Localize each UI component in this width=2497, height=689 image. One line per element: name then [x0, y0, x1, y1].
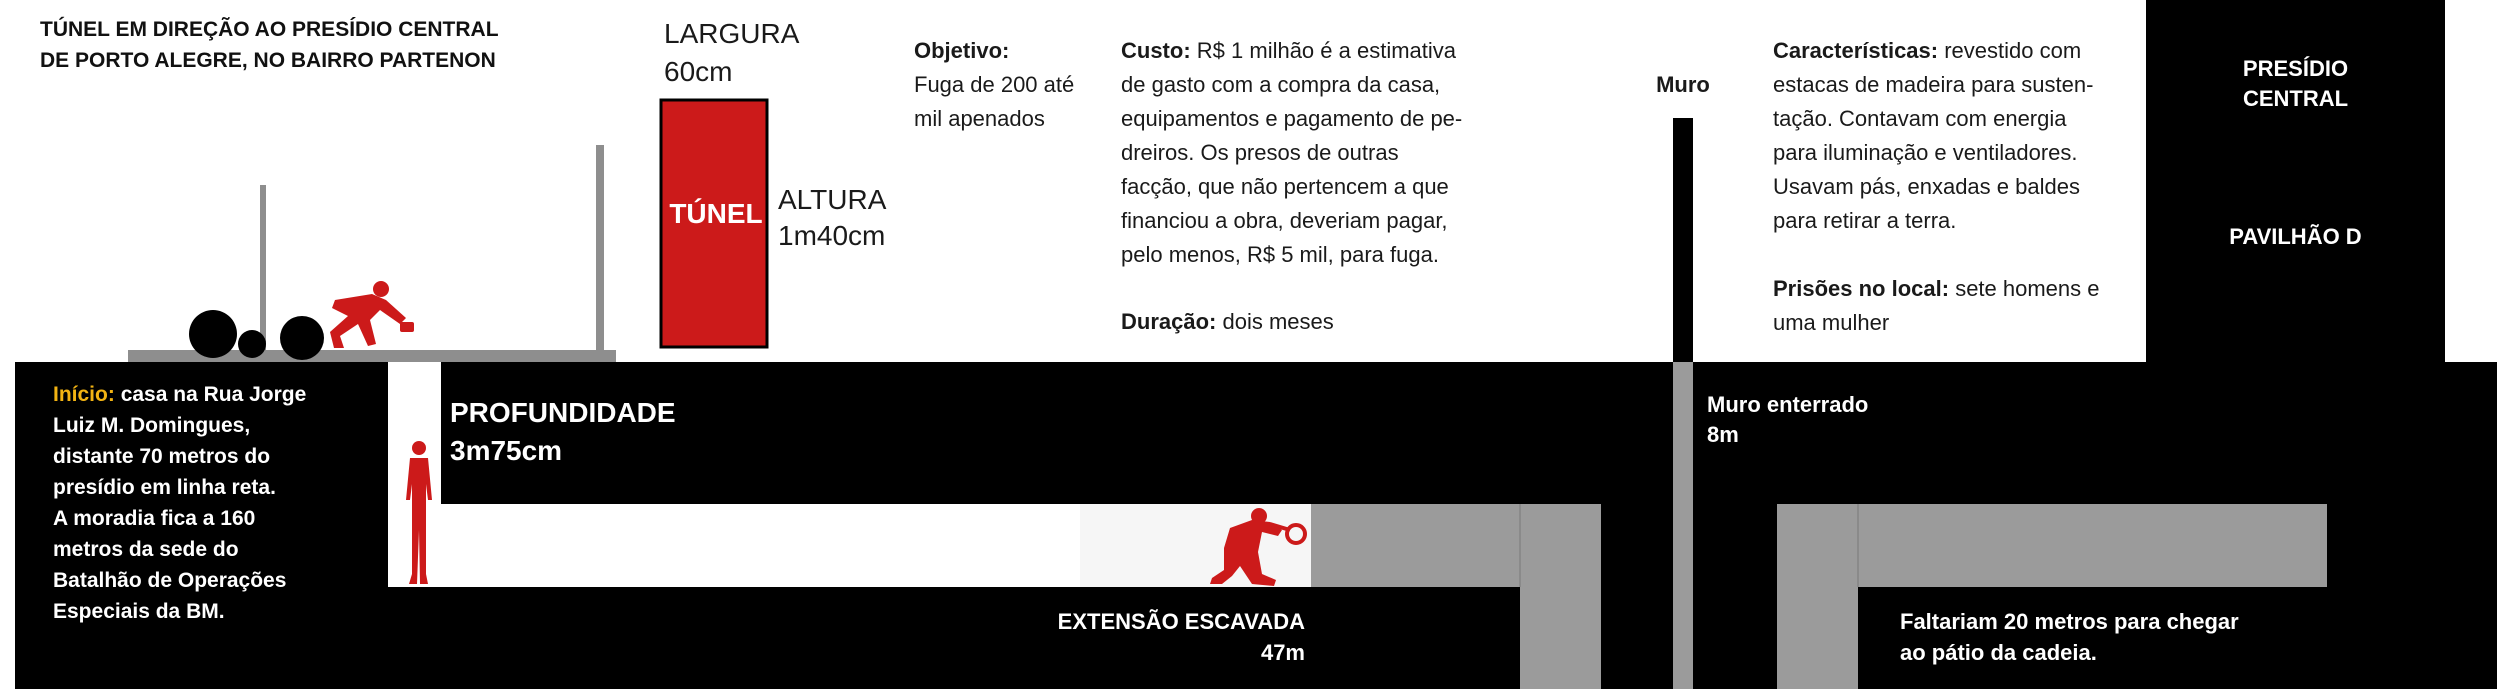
wall-buried: [1673, 362, 1693, 689]
dirt-bag: [238, 330, 266, 358]
start-line: Batalhão de Operações: [53, 569, 287, 592]
height-label: ALTURA: [778, 184, 887, 215]
wall-label: Muro: [1656, 72, 1710, 97]
house-post-left: [260, 185, 266, 350]
objective-line: Fuga de 200 até: [914, 72, 1075, 97]
depth-value: 3m75cm: [450, 435, 563, 466]
objective-label: Objetivo:: [914, 38, 1010, 63]
objective-block: [914, 34, 1074, 136]
start-line: metros da sede do: [53, 538, 239, 561]
unexcavated-drop-2: [1777, 587, 1858, 689]
dirt-bag: [189, 310, 237, 358]
arrests-first-line: sete homens e: [1955, 276, 2100, 301]
width-value: 60cm: [664, 56, 733, 87]
cost-line: financiou a obra, deveriam pagar,: [1121, 208, 1448, 233]
worker-surface-figure: [330, 281, 414, 348]
excavated-block: [1000, 606, 1305, 668]
features-line: tação. Contavam com energia: [1773, 106, 2067, 131]
start-line: presídio em linha reta.: [53, 476, 276, 499]
features-line: para retirar a terra.: [1773, 208, 1957, 233]
remaining-block: [1900, 606, 2239, 668]
buried-wall-value: 8m: [1707, 422, 1739, 447]
cost-line: dreiros. Os presos de outras: [1121, 140, 1399, 165]
features-block: [1773, 34, 2093, 238]
arrests-label: Prisões no local:: [1773, 276, 1950, 301]
depth-label-block: [450, 394, 676, 470]
tunnel-name: TÚNEL: [669, 198, 763, 229]
unexcavated-tunnel-1: [1311, 504, 1601, 587]
depth-label: PROFUNDIDADE: [450, 397, 676, 428]
duration-block: [1121, 305, 1334, 339]
buried-wall-label: Muro enterrado: [1707, 392, 1869, 417]
prison-name-line-2: CENTRAL: [2242, 86, 2349, 111]
cost-line: facção, que não pertencem a que: [1121, 174, 1449, 199]
prison-name: [2146, 54, 2445, 114]
cost-label: Custo:: [1121, 38, 1191, 63]
cost-block: [1121, 34, 1462, 272]
height-value: 1m40cm: [778, 220, 886, 251]
wall-above-ground: [1673, 118, 1693, 362]
unexcavated-drop-1: [1520, 587, 1601, 689]
duration-label: Duração:: [1121, 309, 1217, 334]
house-post-right: [596, 145, 604, 350]
start-line: Especiais da BM.: [53, 600, 225, 623]
remaining-line-2: ao pátio da cadeia.: [1900, 640, 2097, 665]
cost-line: de gasto com a compra da casa,: [1121, 72, 1441, 97]
features-line: para iluminação e ventiladores.: [1773, 140, 2078, 165]
title-line-2: DE PORTO ALEGRE, NO BAIRRO PARTENON: [40, 49, 496, 72]
duration-value: dois meses: [1222, 309, 1334, 334]
start-line: A moradia fica a 160: [53, 507, 256, 530]
pavilion-label: PAVILHÃO D: [2229, 224, 2362, 249]
unexcavated-tunnel-2: [1777, 504, 2327, 587]
start-first-line: casa na Rua Jorge: [120, 383, 307, 406]
buried-wall-block: [1707, 390, 1868, 450]
cost-first-line: R$ 1 milhão é a estimativa: [1196, 38, 1457, 63]
title-line-1: TÚNEL EM DIREÇÃO AO PRESÍDIO CENTRAL: [40, 18, 499, 41]
start-line: distante 70 metros do: [53, 445, 271, 468]
cost-line: equipamentos e pagamento de pe-: [1121, 106, 1463, 131]
features-first-line: revestido com: [1944, 38, 2082, 63]
diagram-title: [40, 14, 499, 76]
start-line: Luiz M. Domingues,: [53, 414, 251, 437]
prison-name-line-1: PRESÍDIO: [2242, 56, 2349, 81]
arrests-block: [1773, 272, 2100, 340]
remaining-line-1: Faltariam 20 metros para chegar: [1900, 609, 2239, 634]
start-label: Início:: [53, 383, 115, 406]
arrests-second-line: uma mulher: [1773, 310, 1890, 335]
dirt-bag: [280, 316, 324, 360]
excavated-value: 47m: [1260, 640, 1305, 665]
width-label: LARGURA: [664, 18, 800, 49]
cost-line: pelo menos, R$ 5 mil, para fuga.: [1121, 242, 1439, 267]
objective-line: mil apenados: [914, 106, 1045, 131]
tunnel-fade: [1080, 504, 1311, 587]
excavated-label: EXTENSÃO ESCAVADA: [1057, 609, 1305, 634]
features-line: Usavam pás, enxadas e baldes: [1773, 174, 2080, 199]
start-block: [53, 379, 306, 627]
features-line: estacas de madeira para susten-: [1773, 72, 2094, 97]
features-label: Características:: [1773, 38, 1939, 63]
